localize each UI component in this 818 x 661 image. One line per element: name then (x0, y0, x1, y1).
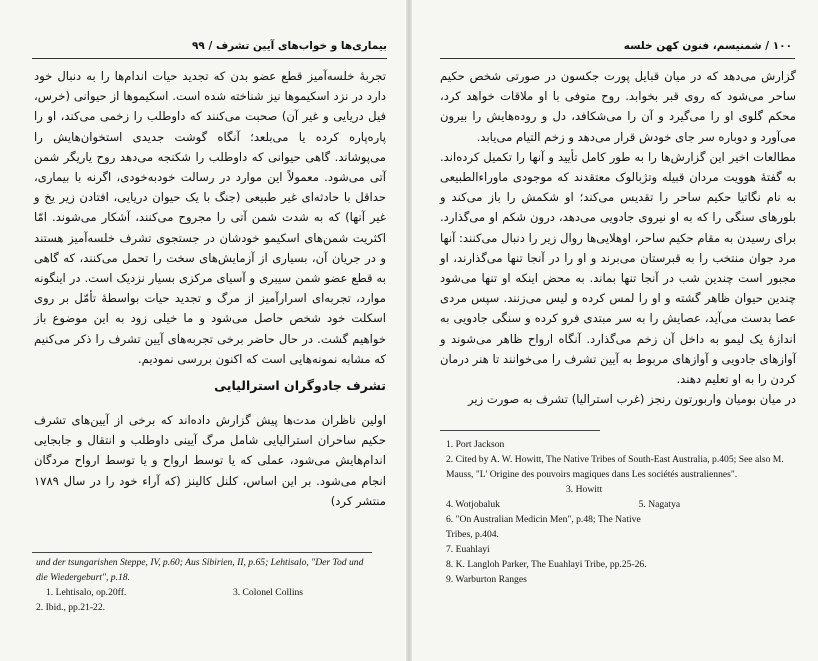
left-page-header: بیماری‌ها و خواب‌های آیین تشرف / ۹۹ (191, 40, 387, 52)
left-footnote-rule (32, 552, 372, 553)
left-paragraph-1 (34, 66, 386, 369)
footnote-5: 5. Nagatya (638, 499, 681, 510)
footnote-continued: und der tsungarishen Steppe, IV, p.60; Aus Sibirien, II, p.65; Lehtisalo, "Der Tod und die Wiedergeburt", p.18. (36, 557, 364, 583)
right-paragraph-1: گزارش می‌دهد که در میان قبایل پورت جکسون در صورتی شخص حکیم ساحر می‌شود که روی قبر بخوابد. روح متوفی با او ملاقات خواهد کرد، محکم گلوی او را می‌گیرد و آن را می‌شکافد، دل و روده‌هایش را بیرون می‌آورد و دوباره سر جای خودش قرار می‌دهد و زخم التیام می‌یابد. (440, 69, 796, 144)
left-paragraph-2-text: اولین ناظران مدت‌ها پیش گزارش داده‌اند که برخی از آیین‌های تشرف حکیم ساحران استرالیایی شامل مرگ آیینی داوطلب و انتقال و جابجایی اندام‌هایش می‌شود، عملی که یا توسط ارواح و یا توسط ارواح مردگان انجام می‌شود. بر این اساس، کلنل کالینز (که آراء خود را در سال ۱۷۸۹ منتشر کرد) (34, 413, 386, 508)
footnote-1: 1. Lehtisalo, op.20ff. (46, 587, 127, 598)
footnote-row (446, 497, 786, 512)
right-header-rule (440, 58, 795, 59)
right-page (410, 0, 818, 661)
footnote-3: 3. Howitt (566, 484, 603, 495)
left-paragraph-2 (34, 410, 386, 511)
left-page (0, 0, 408, 661)
section-heading: تشرف جادوگران استرالیایی (214, 378, 386, 393)
left-header-rule (32, 58, 387, 59)
right-paragraph-3: در میان بومیان واربورتون رنجز (غرب استرالیا) تشرف به صورت زیر (467, 392, 796, 407)
footnote-8: 8. K. Langloh Parker, The Euahlayi Tribe, pp.25-26. (446, 559, 647, 570)
right-footnote-rule (440, 430, 600, 431)
right-footnotes (446, 437, 786, 587)
footnote-6: 6. "On Australian Medicin Men", p.48; The Native Tribes, p.404. (446, 514, 641, 540)
footnote-2: 2. Ibid., pp.21-22. (36, 602, 106, 613)
footnote-2: 2. Cited by A. W. Howitt, The Native Tribes of South-East Australia, p.405; See also M. Mauss, "L' Origine des pouvoirs magiques dans Les sociétés australiennes". 3. Howitt (446, 454, 784, 495)
footnote-row (36, 585, 376, 600)
left-footnotes (36, 555, 376, 615)
footnote-7: 7. Euahlayi (446, 544, 490, 555)
right-page-header: ۱۰۰ / شمنیسم، فنون کهن خلسه (623, 40, 792, 52)
right-body (440, 66, 796, 409)
footnote-row (36, 600, 376, 615)
footnote-3: 3. Colonel Collins (232, 587, 304, 598)
footnote-1: 1. Port Jackson (446, 439, 505, 450)
left-paragraph-1-text: تجربهٔ خلسه‌آمیز قطع عضو بدن که تجدید حیات اندام‌ها را به دنبال خود دارد در نزد اسکیموها نیز شناخته شده است. اسکیموها از حیوانی (خرس، فیل دریایی و غیر آن) صحبت می‌کنند که داوطلب را زخمی می‌کند، او را پاره‌پاره کرده یا می‌بلعد؛ آنگاه گوشت جدیدی استخوان‌هایش را می‌پوشاند. گاهی حیوانی که داوطلب را شکنجه می‌دهد روح یاریگر شمن آتی می‌شود. معمولاً این موارد در رسالت خودبه‌خودی، اگرنه با بیماری، حداقل با حادثه‌ای غیر طبیعی (جنگ با یک حیوان دریایی، افتادن زیر یخ و غیر آنها) که به شدت شمن آتی را مجروح می‌کنند، آشکار می‌شوند. امّا اکثریت شمن‌های اسکیمو خودشان در جستجوی تشرف خلسه‌آمیز هستند و در جریان آن، بسیاری از آزمایش‌های سخت را تحمل می‌کنند، که گاهی به قطع عضو شمن سیبری و آسیای مرکزی بسیار نزدیک است. در اینگونه موارد، تجربه‌ای اسرارآمیز از مرگ و تجدید حیات بواسطهٔ تأمّل بر روی اسکلت خود شخص حاصل می‌شود و ما خیلی زود به این موضوع باز خواهیم گشت. در حال حاضر برخی تجربه‌های آیین تشرف را ذکر می‌کنیم که مشابه نمونه‌هایی است که اکنون بررسی نمودیم. (34, 69, 386, 366)
footnote-9: 9. Warburton Ranges (446, 574, 527, 585)
footnote-4: 4. Wotjobaluk (446, 499, 500, 510)
right-paragraph-2: مطالعات اخیر این گزارش‌ها را به طور کامل تأیید و آنها را تکمیل کرده‌اند. به گفتهٔ هوویت مردان قبیله وتژبالوک معتقدند که موجودی ماوراءالطبیعی به نام نگاتیا حکیم ساحر را تقدیس می‌کند؛ او شکمش را باز می‌کند و بلورهای سنگی را که به او نیروی جادویی می‌دهد، درون شکم او می‌گذارد. برای رسیدن به مقام حکیم ساحر، اوهلایی‌ها روال زیر را دنبال می‌کنند: آنها مرد جوان منتخب را به قبرستان می‌برند و او را در آنجا تنها می‌گذارند، او مجبور است چندین شب در آنجا تنها بماند. به محض اینکه او تنها می‌شود چندین حیوان ظاهر گشته و او را لمس کرده و لیس می‌زنند. سپس مردی عصا بدست می‌آید، عصایش را به سر مبتدی فرو کرده و سنگی جادویی به اندازهٔ یک لیمو به داخل آن زخم می‌گذارد. آنگاه ارواح ظاهر می‌شوند و آوازهای جادویی و آوازهای مربوط به آیین تشرف را می‌خوانند تا هنر درمان کردن را به او تعلیم دهند. (440, 149, 796, 387)
